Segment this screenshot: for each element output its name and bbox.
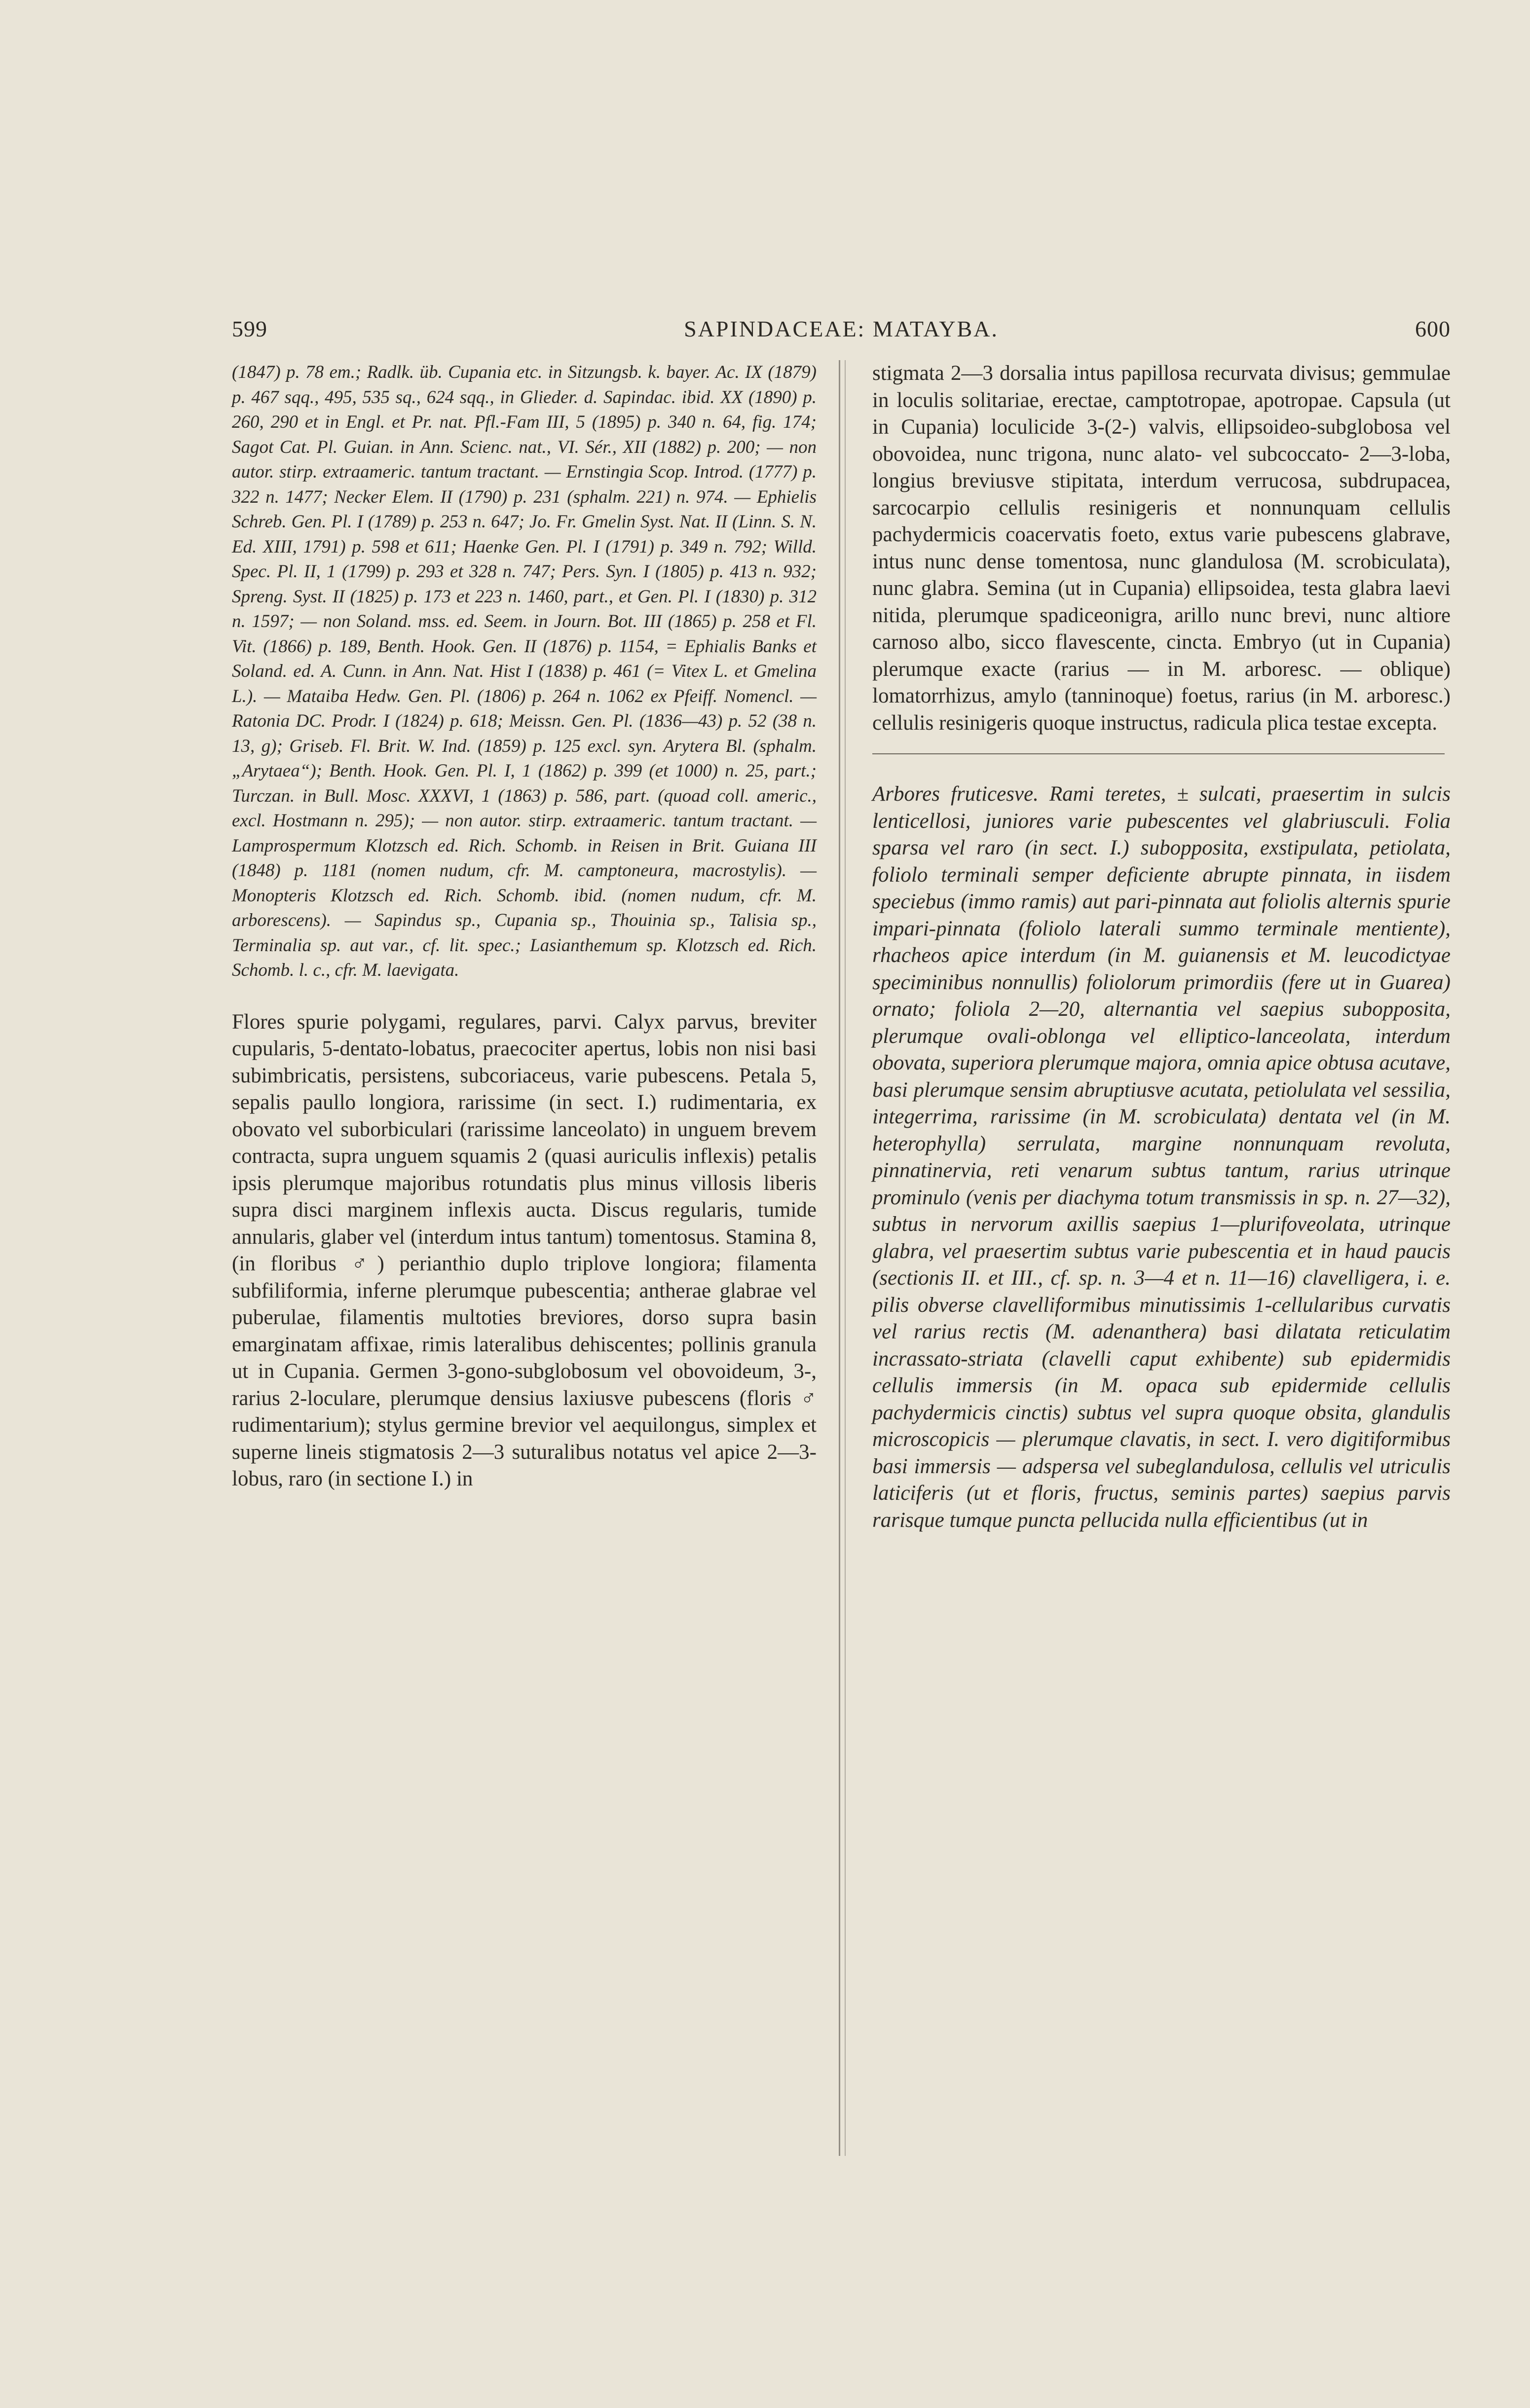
page-number-left: 599 [232,316,267,341]
flower-description: Flores spurie polygami, regulares, parvi. Calyx parvus, breviter cupularis, 5-dentato-lobatus, praecociter apertus, lobis non nisi basi subimbricatis, persistens, subcoriaceus, varie pubescens. Petala 5, sepalis paullo longiora, rarissime (in sect. I.) rudimentaria, ex obovato vel suborbiculari (rarissime lanceolato) in unguem brevem contracta, supra unguem squamis 2 (quasi auriculis inflexis) petalis ipsis plerumque majoribus rotundatis plus minus villosis liberis supra disci marginem inflexis aucta. Discus regularis, tumide annularis, glaber vel (interdum intus tantum) tomentosus. Stamina 8, (in floribus ♂) perianthio duplo triplove longiora; filamenta subfiliformia, inferne plerumque pubescentia; antherae glabrae vel puberulae, filamentis multoties breviores, dorso supra basin emarginatam affixae, rimis lateralibus dehiscentes; pollinis granula ut in Cupania. Germen 3-gono-subglobosum vel obovoideum, 3-, rarius 2-loculare, plerumque densius laxiusve pubescens (floris ♂ rudimentarium); stylus germine brevior vel aequilongus, simplex et superne lineis stigmatosis 2—3 suturalibus notatus vel apice 2—3-lobus, raro (in sectione I.) in [232,1010,817,1490]
right-column [872,360,1451,1534]
column-divider [839,360,840,2156]
section-rule [872,753,1445,754]
fruit-seed-description: stigmata 2—3 dorsalia intus papillosa recurvata divisus; gemmulae in loculis solitariae, erectae, camptotropae, apotropae. Capsula (ut in Cupania) loculicide 3-(2-) valvis, ellipsoideo-subglobosa vel obovoidea, nunc trigona, nunc alato- vel subcoccato- 2—3-loba, longius breviusve stipitata, interdum verrucosa, subdrupacea, sarcocarpio cellulis resinigeris et nonnunquam cellulis pachydermicis coacervatis foeto, extus varie pubescens glabrave, intus nunc dense tomentosa, nunc glandulosa (M. scrobiculata), nunc glabra. Semina (ut in Cupania) ellipsoidea, testa glabra laevi nitida, plerumque spadiceonigra, arillo nunc brevi, nunc altiore carnoso albo, sicco flavescente, cincta. Embryo (ut in Cupania) plerumque exacte (rarius — in M. arboresc. — oblique) lomatorrhizus, amylo (tanninoque) foetus, rarius (in M. arboresc.) cellulis resinigeris quoque instructus, radicula plica testae excepta. [872,362,1451,735]
page-header [232,316,1451,350]
page-number-right: 600 [1415,316,1451,341]
genus-synonymy: (1847) p. 78 em.; Radlk. üb. Cupania etc. in Sitzungsb. k. bayer. Ac. IX (1879) p. 467 sqq., 495, 535 sq., 624 sqq., in Glieder. d. Sapindac. ibid. XX (1890) p. 260, 290 et in Engl. et Pr. nat. Pfl.-Fam III, 5 (1895) p. 340 n. 64, fig. 174; Sagot Cat. Pl. Guian. in Ann. Scienc. nat., VI. Sér., XII (1882) p. 200; — non autor. stirp. extraameric. tantum tractant. — Ernstingia Scop. Introd. (1777) p. 322 n. 1477; Necker Elem. II (1790) p. 231 (sphalm. 221) n. 974. — Ephielis Schreb. Gen. Pl. I (1789) p. 253 n. 647; Jo. Fr. Gmelin Syst. Nat. II (Linn. S. N. Ed. XIII, 1791) p. 598 et 611; Haenke Gen. Pl. I (1791) p. 349 n. 792; Willd. Spec. Pl. II, 1 (1799) p. 293 et 328 n. 747; Pers. Syn. I (1805) p. 413 n. 932; Spreng. Syst. II (1825) p. 173 et 223 n. 1460, part., et Gen. Pl. I (1830) p. 312 n. 1597; — non Soland. mss. ed. Seem. in Journ. Bot. III (1865) p. 258 et Fl. Vit. (1866) p. 189, Benth. Hook. Gen. II (1876) p. 1154, = Ephialis Banks et Soland. ed. A. Cunn. in Ann. Nat. Hist I (1838) p. 461 (= Vitex L. et Gmelina L.). — Mataiba Hedw. Gen. Pl. (1806) p. 264 n. 1062 ex Pfeiff. Nomencl. — Ratonia DC. Prodr. I (1824) p. 618; Meissn. Gen. Pl. (1836—43) p. 52 (38 n. 13, g); Griseb. Fl. Brit. W. Ind. (1859) p. 125 excl. syn. Arytera Bl. (sphalm. „Arytaea“); Benth. Hook. Gen. Pl. I, 1 (1862) p. 399 (et 1000) n. 25, part.; Turczan. in Bull. Mosc. XXXVI, 1 (1863) p. 586, part. (quoad coll. americ., excl. Hostmann n. 295); — non autor. stirp. extraameric. tantum tractant. — Lamprospermum Klotzsch ed. Rich. Schomb. in Reisen in Brit. Guiana III (1848) p. 1181 (nomen nudum, cfr. M. camptoneura, macrostylis). — Monopteris Klotzsch ed. Rich. Schomb. ibid. (nomen nudum, cfr. M. arborescens). — Sapindus sp., Cupania sp., Thouinia sp., Talisia sp., Terminalia sp. aut var., cf. lit. spec.; Lasianthemum sp. Klotzsch ed. Rich. Schomb. l. c., cfr. M. laevigata. [232,362,817,980]
left-column [232,360,817,1493]
habit-leaf-description: Arbores fruticesve. Rami teretes, ± sulcati, praesertim in sulcis lenticellosi, juniores varie pubescentes vel glabriusculi. Folia sparsa vel raro (in sect. I.) subopposita, exstipulata, petiolata, foliolo terminali semper deficiente abrupte pinnata, in iisdem speciebus (immo ramis) aut pari-pinnata aut foliolis alternis spurie impari-pinnata (foliolo laterali summo terminale mentiente), rhacheos apice interdum (in M. guianensis et M. leucodictyae speciminibus nonnullis) foliolorum primordiis (fere ut in Guarea) ornato; foliola 2—20, alternantia vel saepius subopposita, plerumque ovali-oblonga vel elliptico-lanceolata, interdum obovata, superiora plerumque majora, omnia apice obtusa acutave, basi plerumque sensim abruptiusve acutata, petiolulata vel sessilia, integerrima, rarissime (in M. scrobiculata) dentata vel (in M. heterophylla) serrulata, margine nonnunquam revoluta, pinnatinervia, reti venarum subtus tantum, rarius utrinque prominulo (venis per diachyma totum transmissis in sp. n. 27—32), subtus in nervorum axillis saepius 1—plurifoveolata, utrinque glabra, vel praesertim subtus varie pubescentia et in haud paucis (sectionis II. et III., cf. sp. n. 3—4 et n. 11—16) clavelligera, i. e. pilis obverse clavelliformibus minutissimis 1-cellularibus curvatis vel rarius rectis (M. adenanthera) basi dilatata reticulatim incrassato-striata (clavelli caput exhibente) sub epidermidis cellulis immersis (in M. opaca sub epidermide cellulis pachydermicis cinctis) subtus vel supra quoque obsita, glandulis microscopicis — plerumque clavatis, in sect. I. vero digitiformibus basi immersis — adspersa vel subeglandulosa, cellulis vel utriculis laticiferis (ut et floris, fructus, seminis partes) saepius parvis rarisque tumque puncta pellucida nulla efficientibus (ut in [872,782,1451,1532]
column-divider-inner [845,360,846,2156]
running-title: SAPINDACEAE: MATAYBA. [684,316,999,341]
